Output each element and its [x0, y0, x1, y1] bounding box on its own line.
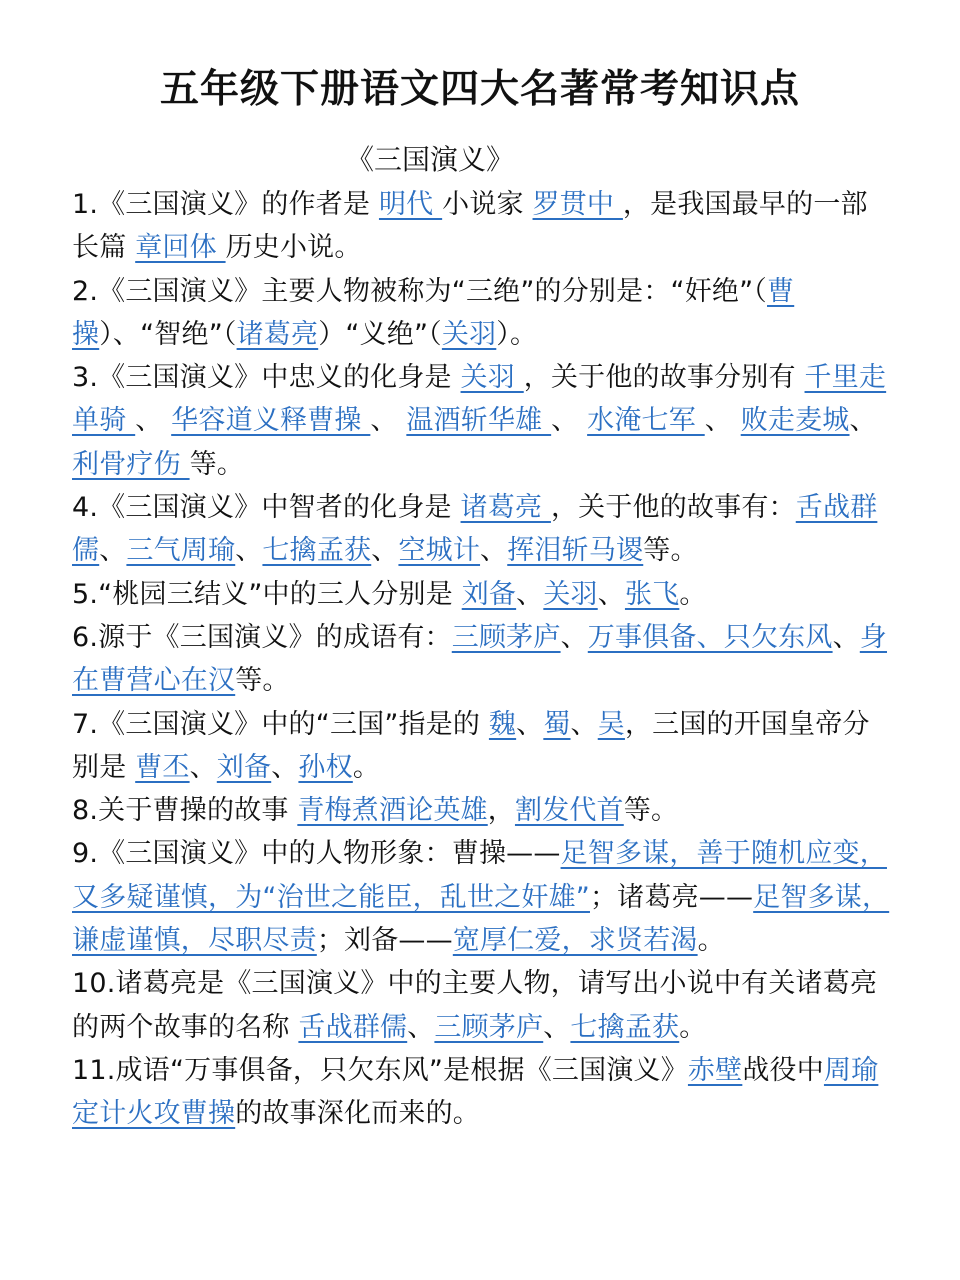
answer-text: 吴	[597, 708, 625, 740]
answer-text: 罗贯中	[532, 189, 623, 220]
answer-text: 张飞	[624, 578, 680, 610]
question-text: 、	[560, 621, 588, 653]
question-text: 3.《三国演义》中忠义的化身是	[72, 362, 461, 394]
section-heading: 《三国演义》	[346, 143, 515, 176]
answer-text: 关羽	[543, 578, 598, 610]
answer-text: 明代	[378, 189, 443, 220]
question-text: ；刘备——	[316, 925, 453, 957]
question-text: 、	[99, 535, 127, 567]
answer-text: 宽厚仁爱，求贤若渴	[452, 925, 698, 957]
knowledge-item	[72, 573, 892, 616]
answer-text: 七擒孟获	[570, 1011, 680, 1043]
question-text: 。	[679, 578, 707, 610]
answer-text: 水淹七军	[587, 405, 705, 437]
question-text: ，关于他的故事有：	[550, 492, 796, 524]
question-text: ，关于他的故事分别有	[523, 362, 805, 394]
question-text: ）、“智绝”（	[99, 318, 237, 350]
knowledge-item	[72, 703, 892, 790]
answer-text: 七擒孟获	[262, 535, 372, 567]
answer-text: 刘备	[216, 751, 272, 783]
answer-text: 利骨疗伤	[72, 448, 190, 480]
question-text: 11.成语“万事俱备，只欠东风”是根据《三国演义》	[72, 1054, 688, 1086]
question-text: 、	[704, 405, 741, 437]
answer-text: 赤壁	[687, 1054, 743, 1086]
answer-text: 周瑜定计火攻曹操	[72, 1054, 879, 1130]
answer-text: 魏	[488, 708, 517, 740]
question-text: 历史小说。	[225, 232, 362, 264]
question-text: 6.源于《三国演义》的成语有：	[72, 621, 452, 653]
question-text: 、	[271, 751, 299, 783]
question-text: 、	[516, 578, 544, 610]
answer-text: 舌战群儒	[298, 1011, 408, 1043]
question-text: ，三国的开国皇帝分别是	[72, 708, 870, 783]
knowledge-item	[72, 183, 892, 270]
answer-text: 万事俱备、只欠东风	[587, 621, 833, 653]
answer-text: 温酒斩华雄	[406, 405, 552, 437]
answer-text: 三顾茅庐	[434, 1011, 544, 1043]
question-text: 、	[135, 405, 172, 437]
question-text: 5.“桃园三结义”中的三人分别是	[72, 578, 462, 610]
question-text: ；诸葛亮——	[589, 881, 754, 913]
question-text: ，	[487, 795, 515, 827]
question-text: 、	[235, 535, 263, 567]
question-text: 1.《三国演义》的作者是	[72, 189, 379, 220]
answer-text: 章回体	[135, 232, 226, 264]
question-text: 7.《三国演义》中的“三国”指是的	[72, 708, 489, 740]
question-text: 、	[597, 578, 625, 610]
question-text: 2.《三国演义》主要人物被称为“三绝”的分别是：“奸绝”（	[72, 275, 768, 307]
knowledge-item	[72, 962, 892, 1049]
question-text: 战役中	[742, 1054, 824, 1086]
answer-text: 败走麦城	[740, 405, 850, 437]
knowledge-item	[72, 616, 892, 703]
question-text: 、	[551, 405, 588, 437]
question-text: 等。	[189, 448, 244, 480]
answer-text: 舌战群儒	[72, 492, 878, 567]
knowledge-item	[72, 270, 892, 357]
question-text: 、	[543, 1011, 571, 1043]
question-text: 等。	[623, 795, 679, 827]
question-text: 、	[407, 1011, 435, 1043]
question-text: 、	[849, 405, 877, 437]
question-text: 、	[370, 405, 407, 437]
answer-text: 蜀	[543, 708, 571, 740]
question-text: 4.《三国演义》中智者的化身是	[72, 492, 461, 524]
question-text: 。	[352, 751, 381, 783]
question-text: 。	[679, 1011, 707, 1043]
question-text: 9.《三国演义》中的人物形象：曹操——	[72, 838, 561, 870]
answer-text: 孙权	[298, 751, 353, 783]
question-text: 、	[371, 535, 399, 567]
answer-text: 挥泪斩马谡	[507, 535, 644, 567]
question-text: 、	[480, 535, 508, 567]
answer-text: 足智多谋，善于随机应变，又多疑谨慎，为“治世之能臣，乱世之奸雄”	[72, 838, 887, 913]
question-text: 的故事深化而来的。	[235, 1098, 481, 1130]
answer-text: 千里走单骑	[72, 362, 887, 437]
answer-text: 足智多谋，谦虚谨慎，尽职尽责	[72, 881, 890, 957]
knowledge-list	[72, 183, 892, 1136]
question-text: ，是我国最早的一部长篇	[72, 189, 868, 264]
question-text: 等。	[235, 665, 290, 697]
answer-text: 三气周瑜	[126, 535, 236, 567]
knowledge-item	[72, 356, 892, 486]
question-text: 。	[697, 925, 725, 957]
question-text: 等。	[643, 535, 698, 567]
answer-text: 三顾茅庐	[451, 621, 561, 653]
question-text: 、	[570, 708, 598, 740]
question-text: 、	[516, 708, 544, 740]
question-text: 8.关于曹操的故事	[72, 795, 298, 827]
answer-text: 身在曹营心在汉	[72, 621, 887, 697]
question-text: 、	[832, 621, 860, 653]
knowledge-item	[72, 1049, 892, 1136]
answer-text: 刘备	[461, 578, 517, 610]
answer-text: 曹丕	[135, 751, 190, 783]
knowledge-item	[72, 832, 892, 962]
page-title: 五年级下册语文四大名著常考知识点	[159, 67, 800, 112]
knowledge-item	[72, 486, 892, 573]
answer-text: 华容道义释曹操	[171, 405, 371, 437]
answer-text: 割发代首	[514, 795, 624, 827]
question-text: ）“义绝”（	[318, 318, 442, 350]
answer-text: 关羽	[441, 318, 497, 350]
answer-text: 曹操	[72, 275, 795, 350]
answer-text: 空城计	[398, 535, 481, 567]
question-text: 、	[189, 751, 217, 783]
answer-text: 诸葛亮	[460, 492, 551, 524]
question-text: ）。	[496, 318, 538, 350]
question-text: 10.诸葛亮是《三国演义》中的主要人物，请写出小说中有关诸葛亮的两个故事的名称	[72, 968, 878, 1043]
answer-text: 关羽	[460, 362, 524, 394]
knowledge-item	[72, 789, 892, 832]
answer-text: 青梅煮酒论英雄	[297, 795, 488, 827]
question-text: 小说家	[442, 189, 533, 220]
answer-text: 诸葛亮	[236, 318, 319, 350]
